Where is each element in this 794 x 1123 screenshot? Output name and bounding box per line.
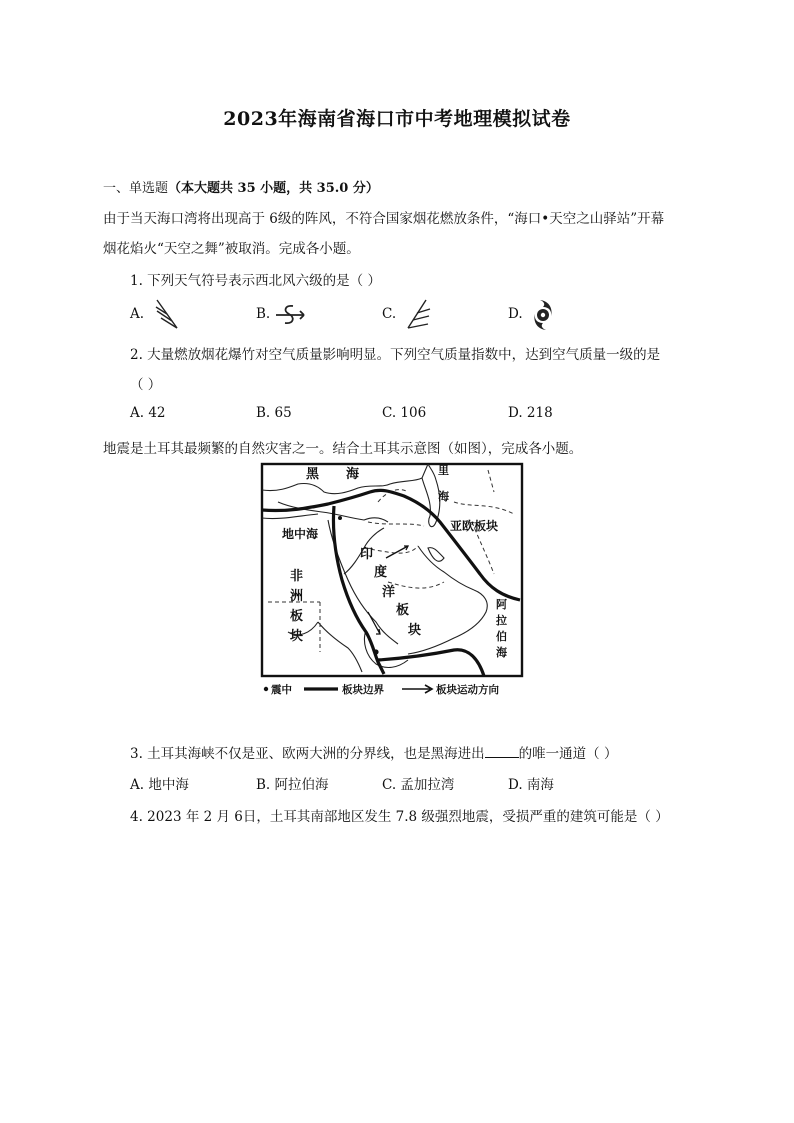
- label-caspian-2: 海: [438, 490, 449, 503]
- label-indian-1: 印: [360, 547, 374, 562]
- q3-option-b: B. 阿拉伯海: [256, 777, 329, 793]
- label-mediterranean: 地中海: [282, 527, 319, 541]
- question-1-stem: 1. 下列天气符号表示西北风六级的是（ ）: [130, 273, 381, 289]
- label-african-4: 块: [290, 629, 304, 644]
- legend-motion-label: 板块运动方向: [436, 684, 499, 696]
- question-4-stem: 4. 2023 年 2 月 6日，土耳其南部地区发生 7.8 级强烈地震，受损严重的建筑可能是（ ）: [130, 809, 669, 825]
- question-3-blank: [485, 745, 519, 758]
- label-black-sea-1: 黑: [306, 467, 320, 482]
- q2-option-b: B. 65: [256, 405, 292, 421]
- map-legend: [264, 683, 500, 696]
- q3-option-d: D. 南海: [508, 777, 554, 793]
- q1-option-b: [256, 306, 270, 322]
- typhoon-symbol-icon: [530, 298, 556, 332]
- q1-option-d-label: D.: [508, 306, 523, 322]
- label-caspian-1: 里: [438, 464, 449, 477]
- label-african-2: 洲: [290, 589, 304, 604]
- label-eurasian-plate: 亚欧板块: [450, 519, 499, 533]
- q1-option-b-label: B.: [256, 306, 271, 322]
- wind-barb-alt-icon: [402, 298, 432, 332]
- question-3-stem: [130, 742, 617, 762]
- q1-option-a: [130, 306, 144, 322]
- turkey-map-figure: [258, 462, 526, 700]
- wind-barb-northwest-six-icon: [153, 298, 181, 332]
- page-title: 2023年海南省海口市中考地理模拟试卷: [223, 108, 571, 130]
- q1-option-d: [508, 306, 523, 322]
- q3-option-c: C. 孟加拉湾: [382, 777, 455, 793]
- q1-option-c-label: C.: [382, 306, 397, 322]
- legend-boundary-label: 板块边界: [342, 684, 384, 696]
- label-arabian-sea-2: 拉: [496, 614, 507, 627]
- label-indian-2: 度: [374, 565, 388, 580]
- q2-option-d: D. 218: [508, 405, 553, 421]
- question-2-stem-line-1: 2. 大量燃放烟花爆竹对空气质量影响明显。下列空气质量指数中，达到空气质量一级的是: [130, 347, 661, 363]
- intro-line-1: 由于当天海口湾将出现高于 6级的阵风，不符合国家烟花燃放条件，“海口•天空之山驿站”开幕: [103, 211, 665, 227]
- q3-option-a: A. 地中海: [130, 777, 189, 793]
- intro-2: 地震是土耳其最频繁的自然灾害之一。结合土耳其示意图（如图），完成各小题。: [103, 441, 583, 457]
- q1-option-a-label: A.: [130, 306, 145, 322]
- legend-epicenter-mark: [264, 687, 268, 691]
- question-3-stem-a: 3. 土耳其海峡不仅是亚、欧两大洲的分界线，也是黑海进出: [130, 746, 485, 762]
- q2-option-c: C. 106: [382, 405, 427, 421]
- question-3-stem-b: 的唯一通道（ ）: [518, 746, 618, 762]
- q1-option-c: [382, 306, 396, 322]
- section-meta: （本大题共 35 小题，共 35.0 分）: [168, 181, 379, 196]
- section-heading: [103, 177, 379, 196]
- legend-epicenter-label: 震中: [271, 684, 292, 696]
- question-2-stem-line-2: （ ）: [130, 377, 162, 393]
- turkey-map-svg: [258, 462, 526, 700]
- label-arabian-sea-1: 阿: [496, 598, 507, 611]
- label-indian-5: 块: [408, 623, 422, 638]
- label-arabian-sea-3: 伯: [496, 630, 507, 643]
- label-black-sea-2: 海: [346, 467, 360, 482]
- label-indian-4: 板: [396, 603, 410, 618]
- label-african-3: 板: [290, 609, 304, 624]
- sandstorm-symbol-icon: [274, 302, 306, 328]
- section-prefix: 一、单选题: [103, 181, 169, 196]
- intro-line-2: 烟花焰火“天空之舞”被取消。完成各小题。: [103, 241, 360, 257]
- label-african-1: 非: [290, 569, 304, 584]
- label-arabian-sea-4: 海: [496, 646, 507, 659]
- label-indian-3: 洋: [382, 585, 396, 600]
- q2-option-a: A. 42: [130, 405, 166, 421]
